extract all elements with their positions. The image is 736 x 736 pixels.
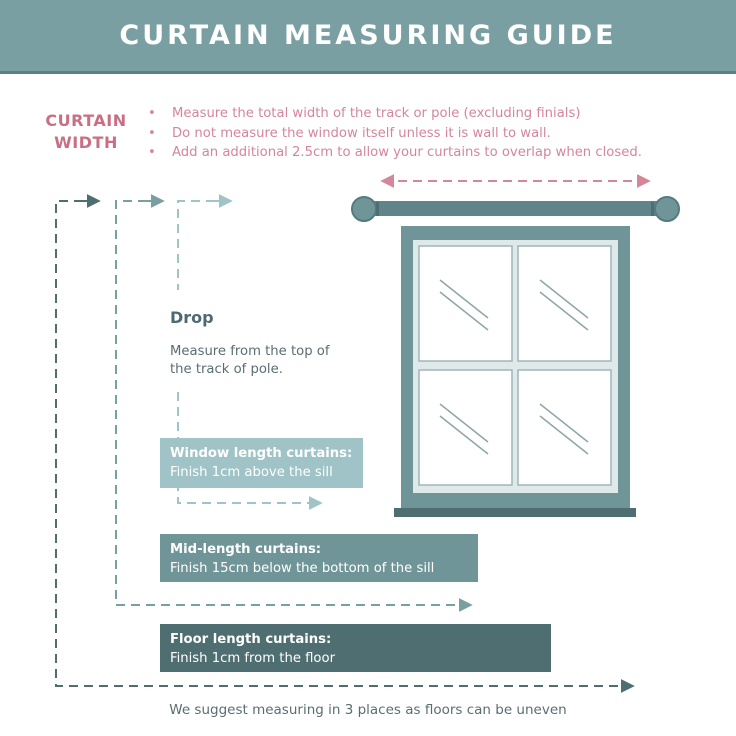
- mid-length-title: Mid-length curtains:: [170, 542, 322, 557]
- curtain-pole-icon: [352, 197, 679, 221]
- window-length-drop-line-top: [178, 201, 230, 290]
- bullet-text: Do not measure the window itself unless it is wall to wall.: [172, 125, 551, 141]
- footer-note: We suggest measuring in 3 places as floors can be uneven: [169, 702, 567, 718]
- floor-length-detail: Finish 1cm from the floor: [170, 651, 335, 666]
- page-title: CURTAIN MEASURING GUIDE: [119, 20, 617, 51]
- drop-title: Drop: [170, 308, 214, 327]
- curtain-width-heading-line2: WIDTH: [54, 133, 118, 152]
- window-icon: [394, 226, 636, 517]
- mid-length-detail: Finish 15cm below the bottom of the sill: [170, 561, 435, 576]
- curtain-width-heading-line1: CURTAIN: [45, 111, 127, 130]
- bullet-dot-icon: •: [148, 125, 156, 141]
- bullet-dot-icon: •: [148, 106, 156, 121]
- bullet-dot-icon: •: [148, 145, 156, 160]
- drop-description: Measure from the top of the track of pole.: [170, 344, 330, 377]
- window-length-title: Window length curtains:: [170, 446, 353, 461]
- floor-length-box: [160, 624, 551, 672]
- floor-length-title: Floor length curtains:: [170, 632, 332, 647]
- bullet-text: Add an additional 2.5cm to allow your curtains to overlap when closed.: [172, 145, 642, 160]
- window-length-detail: Finish 1cm above the sill: [170, 465, 333, 480]
- bullet-text: Measure the total width of the track or pole (excluding finials): [172, 106, 581, 121]
- mid-length-box: [160, 534, 478, 582]
- window-length-box: [160, 438, 363, 488]
